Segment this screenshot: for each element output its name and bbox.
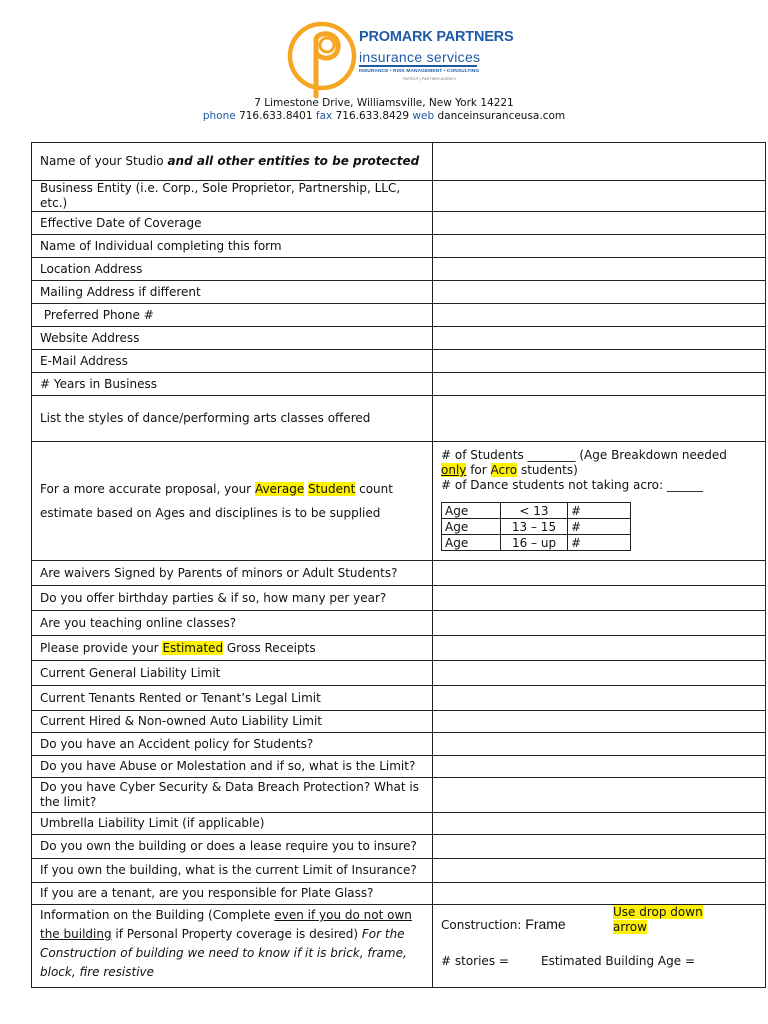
phone-number: 716.633.8401 bbox=[239, 110, 313, 122]
question-website: Website Address bbox=[32, 327, 433, 350]
dropdown-hint-text: Use drop down arrow bbox=[613, 905, 703, 934]
question-email: E-Mail Address bbox=[32, 350, 433, 373]
question-dance-styles: List the styles of dance/performing arts classes offered bbox=[32, 396, 433, 442]
question-individual-name: Name of Individual completing this form bbox=[32, 235, 433, 258]
answer-website[interactable] bbox=[433, 327, 766, 350]
answer-building-info bbox=[433, 905, 766, 988]
form-row bbox=[32, 636, 766, 661]
age-label: Age bbox=[442, 503, 501, 519]
brand-name: PROMARK PARTNERS bbox=[359, 29, 514, 45]
form-row bbox=[32, 396, 766, 442]
question-preferred-phone: Preferred Phone # bbox=[32, 304, 433, 327]
form-row bbox=[32, 561, 766, 586]
age-count[interactable]: # bbox=[568, 535, 631, 551]
dropdown-hint bbox=[613, 905, 709, 935]
answer-waivers[interactable] bbox=[433, 561, 766, 586]
construction-field[interactable] bbox=[441, 917, 566, 933]
fax-label: fax bbox=[315, 110, 333, 122]
question-effective-date: Effective Date of Coverage bbox=[32, 212, 433, 235]
students-text: students) bbox=[517, 463, 578, 477]
underlined-text: even if you do not own the building bbox=[40, 908, 412, 941]
question-abuse-molestation: Do you have Abuse or Molestation and if so, what is the Limit? bbox=[32, 756, 433, 778]
answer-tenants-legal[interactable] bbox=[433, 686, 766, 711]
question-building-info bbox=[32, 905, 433, 988]
letterhead bbox=[0, 0, 768, 140]
form-row-students bbox=[32, 442, 766, 561]
brand-subtitle: insurance services bbox=[359, 49, 481, 65]
question-years-in-business: # Years in Business bbox=[32, 373, 433, 396]
contact-line bbox=[0, 110, 768, 122]
highlight-acro: Acro bbox=[490, 463, 518, 477]
answer-years-in-business[interactable] bbox=[433, 373, 766, 396]
answer-mailing-address[interactable] bbox=[433, 281, 766, 304]
question-location-address: Location Address bbox=[32, 258, 433, 281]
question-text: Gross Receipts bbox=[223, 640, 316, 655]
question-birthday-parties: Do you offer birthday parties & if so, how many per year? bbox=[32, 586, 433, 611]
age-row bbox=[442, 535, 631, 551]
form-row bbox=[32, 281, 766, 304]
form-row bbox=[32, 686, 766, 711]
stories-field[interactable]: # stories = bbox=[441, 954, 509, 968]
age-range: 16 – up bbox=[501, 535, 568, 551]
application-form bbox=[31, 142, 766, 988]
answer-individual-name[interactable] bbox=[433, 235, 766, 258]
highlight-student: Student bbox=[308, 482, 356, 496]
form-row bbox=[32, 756, 766, 778]
question-text: Name of your Studio bbox=[40, 154, 168, 168]
highlight-estimated: Estimated bbox=[162, 640, 224, 655]
age-label: Age bbox=[442, 519, 501, 535]
answer-cyber-security[interactable] bbox=[433, 778, 766, 813]
answer-plate-glass[interactable] bbox=[433, 883, 766, 905]
question-business-entity: Business Entity (i.e. Corp., Sole Proprietor, Partnership, LLC, etc.) bbox=[32, 181, 433, 212]
question-tenants-legal: Current Tenants Rented or Tenant’s Legal Limit bbox=[32, 686, 433, 711]
italic-text: For the Construction of building we need to know if it is brick, frame, block, fire resistive bbox=[40, 927, 407, 979]
students-total-line: # of Students ________ (Age Breakdown needed bbox=[441, 448, 727, 462]
question-online-classes: Are you teaching online classes? bbox=[32, 611, 433, 636]
age-count[interactable]: # bbox=[568, 503, 631, 519]
highlight-average: Average bbox=[254, 482, 305, 496]
form-row bbox=[32, 235, 766, 258]
form-row bbox=[32, 258, 766, 281]
form-row bbox=[32, 711, 766, 733]
form-row bbox=[32, 212, 766, 235]
answer-birthday-parties[interactable] bbox=[433, 586, 766, 611]
brand-divider bbox=[359, 65, 477, 67]
building-age-field[interactable]: Estimated Building Age = bbox=[541, 954, 696, 968]
question-accident-policy: Do you have an Accident policy for Students? bbox=[32, 733, 433, 756]
question-plate-glass: If you are a tenant, are you responsible for Plate Glass? bbox=[32, 883, 433, 905]
form-row bbox=[32, 304, 766, 327]
form-row bbox=[32, 586, 766, 611]
form-row bbox=[32, 181, 766, 212]
age-row bbox=[442, 503, 631, 519]
question-emphasis: and all other entities to be protected bbox=[167, 154, 420, 168]
answer-own-building[interactable] bbox=[433, 835, 766, 859]
company-logo bbox=[286, 18, 514, 98]
question-text: estimate based on Ages and disciplines is to be supplied bbox=[40, 506, 381, 520]
form-row-building bbox=[32, 905, 766, 988]
age-count[interactable]: # bbox=[568, 519, 631, 535]
answer-auto-liability[interactable] bbox=[433, 711, 766, 733]
form-row bbox=[32, 350, 766, 373]
non-acro-students-line: # of Dance students not taking acro: ______ bbox=[441, 478, 703, 492]
promark-p-logo-icon bbox=[286, 18, 358, 100]
form-row bbox=[32, 733, 766, 756]
highlight-only: only bbox=[441, 463, 467, 477]
answer-preferred-phone[interactable] bbox=[433, 304, 766, 327]
form-row bbox=[32, 883, 766, 905]
question-umbrella-liability: Umbrella Liability Limit (if applicable) bbox=[32, 813, 433, 835]
question-student-count bbox=[32, 442, 433, 561]
brand-agency: PATRIOT | PARTNER AGENCY bbox=[403, 77, 457, 81]
form-row bbox=[32, 778, 766, 813]
question-text: count bbox=[355, 482, 393, 496]
answer-general-liability[interactable] bbox=[433, 661, 766, 686]
answer-abuse-molestation[interactable] bbox=[433, 756, 766, 778]
answer-building-limit[interactable] bbox=[433, 859, 766, 883]
answer-dance-styles[interactable] bbox=[433, 396, 766, 442]
age-label: Age bbox=[442, 535, 501, 551]
answer-studio-name[interactable] bbox=[433, 143, 766, 181]
form-row bbox=[32, 835, 766, 859]
form-row bbox=[32, 611, 766, 636]
brand-tagline: INSURANCE • RISK MANAGEMENT • CONSULTING bbox=[359, 69, 480, 74]
question-gross-receipts bbox=[32, 636, 433, 661]
answer-business-entity[interactable] bbox=[433, 181, 766, 212]
construction-dropdown[interactable]: Frame bbox=[525, 916, 566, 932]
website-link[interactable]: danceinsuranceusa.com bbox=[437, 110, 566, 122]
question-cyber-security: Do you have Cyber Security & Data Breach Protection? What is the limit? bbox=[32, 778, 433, 813]
question-building-limit: If you own the building, what is the current Limit of Insurance? bbox=[32, 859, 433, 883]
age-breakdown-table bbox=[441, 502, 631, 551]
age-range: 13 – 15 bbox=[501, 519, 568, 535]
fax-number: 716.633.8429 bbox=[335, 110, 410, 122]
phone-label: phone bbox=[202, 110, 236, 122]
form-row-studio-name bbox=[32, 143, 766, 181]
web-label: web bbox=[412, 110, 435, 122]
company-address: 7 Limestone Drive, Williamsville, New York 14221 bbox=[254, 97, 514, 109]
question-text: if Personal Property coverage is desired) bbox=[111, 927, 362, 941]
answer-accident-policy[interactable] bbox=[433, 733, 766, 756]
answer-student-count[interactable] bbox=[433, 442, 766, 561]
question-studio-name bbox=[32, 143, 433, 181]
students-text: for bbox=[466, 463, 491, 477]
question-mailing-address: Mailing Address if different bbox=[32, 281, 433, 304]
age-range: < 13 bbox=[501, 503, 568, 519]
question-own-building: Do you own the building or does a lease require you to insure? bbox=[32, 835, 433, 859]
form-row bbox=[32, 327, 766, 350]
question-auto-liability: Current Hired & Non-owned Auto Liability Limit bbox=[32, 711, 433, 733]
question-text: Information on the Building (Complete bbox=[40, 908, 275, 922]
age-row bbox=[442, 519, 631, 535]
answer-online-classes[interactable] bbox=[433, 611, 766, 636]
question-text: Please provide your bbox=[40, 640, 163, 655]
question-text: For a more accurate proposal, your bbox=[40, 482, 255, 496]
question-general-liability: Current General Liability Limit bbox=[32, 661, 433, 686]
question-waivers: Are waivers Signed by Parents of minors or Adult Students? bbox=[32, 561, 433, 586]
answer-umbrella-liability[interactable] bbox=[433, 813, 766, 835]
form-row bbox=[32, 661, 766, 686]
form-row bbox=[32, 859, 766, 883]
form-row bbox=[32, 373, 766, 396]
answer-effective-date[interactable] bbox=[433, 212, 766, 235]
answer-email[interactable] bbox=[433, 350, 766, 373]
answer-location-address[interactable] bbox=[433, 258, 766, 281]
form-row bbox=[32, 813, 766, 835]
answer-gross-receipts[interactable] bbox=[433, 636, 766, 661]
construction-label: Construction: bbox=[441, 918, 526, 932]
